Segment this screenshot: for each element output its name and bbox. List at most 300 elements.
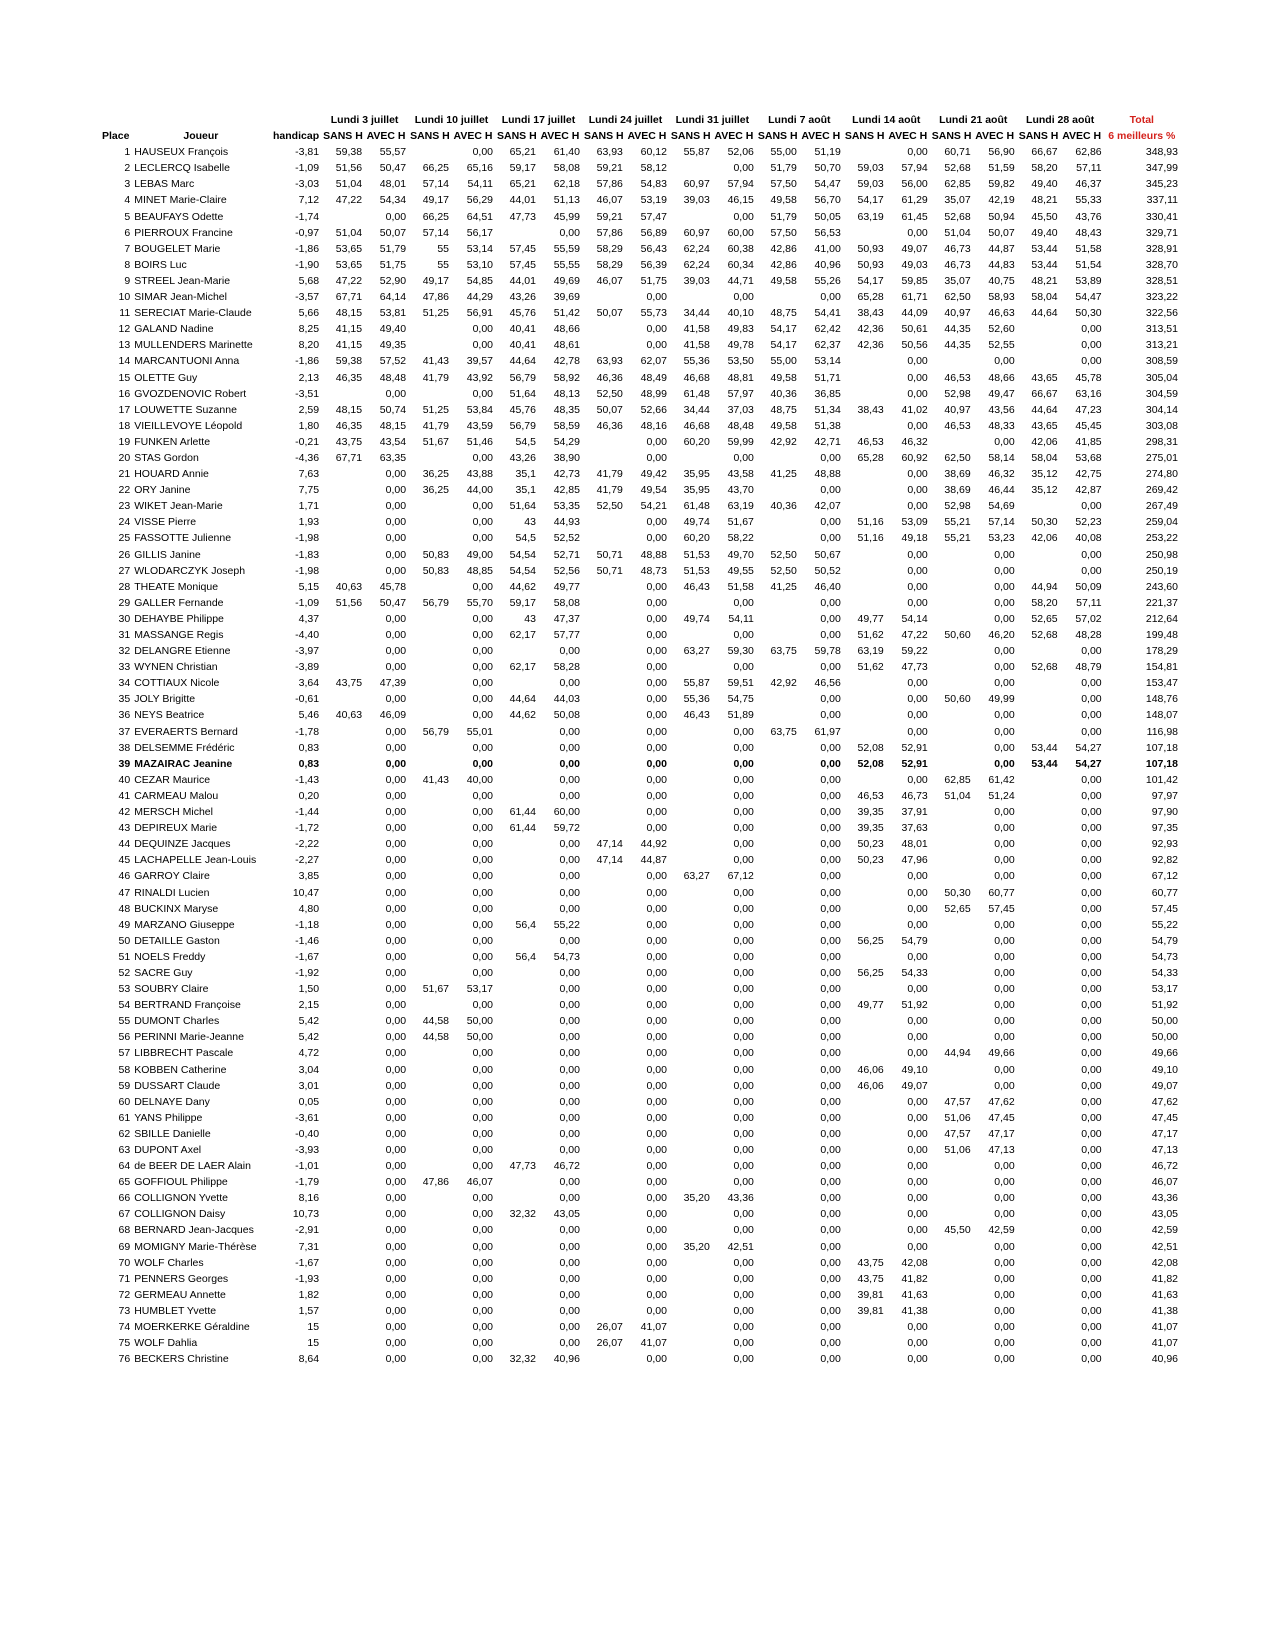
avec-h-cell: 0,00 — [733, 1144, 754, 1156]
sans-h-cell: 41,43 — [422, 773, 449, 786]
sans-h-cell — [843, 1239, 886, 1255]
sans-h-cell: 59,17 — [509, 162, 536, 175]
sans-h-cell — [930, 836, 973, 852]
sans-h-cell: 40,97 — [944, 307, 971, 320]
sans-h-cell: 62,85 — [944, 773, 971, 786]
place-cell: 5 — [124, 210, 131, 223]
sans-h-cell: 43,75 — [857, 1256, 884, 1269]
sans-h-cell — [756, 1110, 799, 1126]
avec-h-cell: 0,00 — [820, 854, 841, 867]
handicap-cell: -1,44 — [295, 806, 320, 819]
player-name: SERECIAT Marie-Claude — [134, 307, 252, 320]
sans-h-cell: 45,76 — [509, 403, 536, 416]
sans-h-cell — [321, 804, 364, 820]
sans-h-cell: 48,15 — [335, 403, 363, 416]
sans-h-cell — [408, 1078, 451, 1094]
avec-h-cell: 38,90 — [553, 451, 580, 464]
player-name: JOLY Brigitte — [134, 693, 196, 706]
sans-h-cell — [582, 627, 625, 643]
avec-h-cell: 0,00 — [907, 1015, 928, 1028]
sans-h-cell — [582, 1094, 625, 1110]
total-cell: 97,97 — [1151, 789, 1178, 802]
avec-h-cell: 0,00 — [472, 1160, 494, 1173]
avec-h-header: AVEC H — [453, 130, 493, 143]
sans-h-cell — [582, 981, 625, 997]
avec-h-cell: 40,00 — [466, 773, 494, 786]
handicap-cell: -4,36 — [295, 451, 320, 464]
handicap-cell: 7,75 — [298, 484, 320, 497]
table-row — [100, 1319, 1180, 1335]
sans-h-cell — [756, 740, 799, 756]
avec-h-cell: 0,00 — [994, 1288, 1015, 1301]
place-cell: 76 — [118, 1353, 131, 1366]
sans-h-cell — [756, 1013, 799, 1029]
player-header: Joueur — [183, 130, 219, 143]
sans-h-cell — [495, 1062, 538, 1078]
sans-h-cell — [930, 611, 973, 627]
handicap-cell: -3,89 — [295, 661, 320, 674]
avec-h-cell: 0,00 — [820, 1288, 841, 1301]
sans-h-cell — [843, 225, 886, 241]
avec-h-cell: 0,00 — [1081, 1353, 1102, 1366]
sans-h-cell — [756, 868, 799, 884]
sans-h-cell — [843, 724, 886, 740]
total-cell: 42,08 — [1151, 1256, 1178, 1269]
avec-h-cell: 42,08 — [901, 1256, 928, 1269]
sans-h-cell: 62,17 — [509, 629, 536, 641]
sans-h-cell — [669, 1029, 712, 1045]
avec-h-cell: 0,00 — [385, 1144, 407, 1156]
sans-h-cell — [408, 643, 451, 659]
total-cell: 67,12 — [1151, 870, 1178, 883]
sans-h-cell: 51,25 — [422, 307, 449, 320]
avec-h-cell: 46,09 — [379, 709, 407, 722]
date-header: Lundi 7 août — [768, 114, 831, 126]
avec-h-cell: 0,00 — [646, 1353, 667, 1366]
avec-h-cell: 50,00 — [466, 1031, 494, 1044]
total-cell: 250,98 — [1145, 548, 1178, 561]
total-cell: 259,04 — [1145, 516, 1178, 529]
sans-h-cell: 59,21 — [596, 210, 623, 223]
avec-h-cell: 0,00 — [733, 451, 754, 464]
avec-h-cell: 0,00 — [907, 1111, 928, 1124]
total-cell: 304,14 — [1145, 403, 1178, 416]
table-row — [100, 659, 1180, 675]
avec-h-cell: 0,00 — [1081, 564, 1102, 577]
sans-h-cell — [756, 981, 799, 997]
avec-h-cell: 53,19 — [640, 194, 667, 207]
sans-h-cell — [756, 933, 799, 949]
avec-h-cell: 0,00 — [907, 918, 928, 931]
place-cell: 43 — [118, 822, 131, 835]
sans-h-cell: 66,67 — [1031, 387, 1058, 400]
avec-h-cell: 0,00 — [385, 854, 407, 867]
avec-h-cell: 0,00 — [907, 983, 928, 996]
avec-h-cell: 0,00 — [646, 580, 667, 593]
sans-h-cell — [756, 289, 799, 305]
player-name: BOUGELET Marie — [134, 242, 221, 255]
sans-h-cell — [582, 1222, 625, 1238]
sans-h-cell — [321, 949, 364, 965]
table-row — [100, 788, 1180, 804]
sans-h-cell — [321, 563, 364, 579]
avec-h-cell: 48,15 — [379, 419, 407, 432]
handicap-cell: -1,43 — [295, 773, 320, 786]
avec-h-cell: 0,00 — [472, 709, 494, 722]
sans-h-cell — [1017, 1335, 1060, 1351]
place-cell: 62 — [118, 1127, 131, 1140]
avec-h-cell: 0,00 — [994, 1031, 1015, 1044]
sans-h-cell: 41,79 — [422, 371, 449, 384]
sans-h-cell: 60,97 — [683, 178, 710, 191]
sans-h-cell: 51,25 — [422, 403, 449, 416]
sans-h-cell: 50,60 — [944, 693, 971, 706]
sans-h-cell — [408, 1062, 451, 1078]
sans-h-cell: 61,48 — [683, 387, 710, 400]
place-cell: 36 — [118, 709, 131, 722]
handicap-cell: 8,16 — [298, 1192, 320, 1205]
sans-h-cell: 40,36 — [770, 500, 797, 513]
avec-h-cell: 0,00 — [820, 596, 841, 609]
avec-h-cell: 58,08 — [553, 162, 580, 175]
sans-h-cell — [582, 1126, 625, 1142]
avec-h-cell: 0,00 — [820, 661, 841, 674]
avec-h-cell: 55,70 — [466, 596, 494, 609]
avec-h-cell: 36,85 — [814, 387, 841, 400]
avec-h-cell: 0,00 — [472, 966, 494, 979]
avec-h-cell: 63,35 — [379, 451, 407, 464]
avec-h-cell: 0,00 — [559, 1063, 580, 1076]
sans-h-cell — [843, 917, 886, 933]
avec-h-cell: 0,00 — [1081, 1127, 1102, 1140]
table-row — [100, 885, 1180, 901]
avec-h-cell: 0,00 — [994, 870, 1015, 883]
place-cell: 24 — [118, 516, 131, 529]
date-header: Lundi 31 juillet — [675, 114, 750, 126]
sans-h-cell — [321, 209, 364, 225]
table-row — [100, 225, 1180, 241]
avec-h-cell: 62,07 — [640, 355, 667, 368]
sans-h-cell — [582, 868, 625, 884]
table-row — [100, 611, 1180, 627]
avec-h-cell: 56,43 — [640, 242, 667, 255]
sans-h-cell — [1017, 804, 1060, 820]
avec-h-cell: 0,00 — [559, 773, 580, 786]
avec-h-cell: 0,00 — [1081, 1224, 1102, 1237]
sans-h-header: SANS H — [323, 130, 363, 143]
sans-h-cell — [321, 997, 364, 1013]
avec-h-cell: 48,48 — [727, 419, 754, 432]
total-cell: 308,59 — [1145, 355, 1178, 368]
avec-h-cell: 51,75 — [640, 274, 667, 287]
player-name: HAUSEUX François — [134, 146, 229, 159]
sans-h-cell — [756, 1045, 799, 1061]
avec-h-cell: 0,00 — [820, 612, 841, 625]
avec-h-cell: 41,02 — [901, 403, 928, 416]
handicap-cell: 5,15 — [298, 580, 320, 593]
avec-h-cell: 0,00 — [559, 789, 580, 802]
sans-h-cell — [843, 563, 886, 579]
sans-h-cell: 35,95 — [683, 468, 710, 481]
sans-h-cell: 55,21 — [944, 532, 971, 545]
sans-h-cell — [930, 707, 973, 723]
sans-h-cell — [669, 1142, 712, 1158]
avec-h-cell: 0,00 — [646, 773, 667, 786]
table-row — [100, 257, 1180, 273]
sans-h-cell: 49,58 — [770, 274, 797, 287]
sans-h-cell: 44,64 — [509, 355, 536, 368]
sans-h-cell — [321, 901, 364, 917]
avec-h-cell: 0,00 — [733, 838, 754, 851]
handicap-cell: -4,40 — [295, 629, 320, 641]
avec-h-cell: 57,02 — [1075, 612, 1102, 625]
avec-h-cell: 52,55 — [988, 339, 1015, 352]
sans-h-cell: 59,17 — [509, 596, 536, 609]
place-cell: 67 — [118, 1208, 131, 1221]
sans-h-cell: 51,56 — [335, 596, 363, 609]
sans-h-cell — [756, 756, 799, 772]
avec-h-cell: 0,00 — [994, 934, 1015, 947]
sans-h-cell — [321, 627, 364, 643]
avec-h-cell: 61,97 — [814, 725, 841, 738]
avec-h-cell: 0,00 — [385, 1224, 407, 1237]
avec-h-cell: 0,00 — [1081, 1208, 1102, 1221]
avec-h-cell: 0,00 — [907, 596, 928, 609]
avec-h-cell: 0,00 — [733, 1111, 754, 1124]
place-cell: 54 — [118, 999, 131, 1012]
sans-h-cell: 50,23 — [857, 854, 884, 867]
avec-h-cell: 0,00 — [733, 966, 754, 979]
player-name: WLODARCZYK Joseph — [134, 564, 246, 577]
avec-h-cell: 0,00 — [472, 838, 494, 851]
avec-h-cell: 50,47 — [379, 596, 407, 609]
sans-h-cell — [582, 1174, 625, 1190]
player-name: STAS Gordon — [134, 451, 199, 464]
avec-h-header: AVEC H — [1062, 130, 1102, 143]
sans-h-cell — [756, 1239, 799, 1255]
sans-h-cell — [495, 788, 538, 804]
sans-h-cell: 51,64 — [509, 387, 536, 400]
avec-h-cell: 48,73 — [640, 564, 667, 577]
sans-h-cell — [756, 595, 799, 611]
sans-h-cell — [756, 965, 799, 981]
sans-h-cell — [495, 675, 538, 691]
handicap-cell: -1,83 — [295, 548, 320, 561]
handicap-cell: 4,72 — [298, 1047, 320, 1060]
avec-h-cell: 54,33 — [901, 966, 928, 979]
avec-h-cell: 0,00 — [646, 1079, 667, 1092]
handicap-cell: 0,05 — [298, 1095, 320, 1108]
total-cell: 46,07 — [1151, 1176, 1178, 1189]
table-row — [100, 868, 1180, 884]
sans-h-cell: 35,12 — [1031, 468, 1058, 481]
avec-h-cell: 49,54 — [640, 484, 667, 497]
sans-h-cell — [408, 1222, 451, 1238]
total-cell: 57,45 — [1151, 902, 1178, 915]
avec-h-cell: 0,00 — [820, 1111, 841, 1124]
total-cell: 43,05 — [1151, 1208, 1178, 1221]
sans-h-cell — [321, 820, 364, 836]
avec-h-cell: 0,00 — [646, 1288, 667, 1301]
total-cell: 107,18 — [1145, 741, 1178, 754]
avec-h-cell: 0,00 — [559, 854, 580, 867]
avec-h-cell: 0,00 — [385, 564, 407, 577]
avec-h-cell: 37,03 — [727, 403, 754, 416]
avec-h-cell: 50,70 — [814, 162, 841, 175]
handicap-cell: 10,73 — [292, 1208, 320, 1221]
avec-h-cell: 0,00 — [646, 1144, 667, 1156]
sans-h-cell — [930, 1158, 973, 1174]
handicap-cell: -1,67 — [295, 1256, 320, 1269]
table-row — [100, 192, 1180, 208]
avec-h-cell: 0,00 — [1081, 677, 1102, 690]
sans-h-header: SANS H — [583, 130, 624, 143]
sans-h-cell — [495, 997, 538, 1013]
avec-h-cell: 0,00 — [559, 838, 580, 851]
handicap-cell: -0,21 — [295, 435, 320, 448]
sans-h-cell — [408, 1126, 451, 1142]
avec-h-cell: 0,00 — [646, 291, 667, 304]
sans-h-cell — [582, 724, 625, 740]
sans-h-cell: 38,43 — [857, 403, 884, 416]
sans-h-cell: 47,22 — [335, 274, 363, 287]
player-name: SBILLE Danielle — [134, 1127, 211, 1140]
sans-h-cell — [756, 611, 799, 627]
sans-h-cell — [408, 1303, 451, 1319]
avec-h-cell: 0,00 — [472, 822, 494, 835]
avec-h-cell: 0,00 — [559, 1127, 580, 1140]
total-cell: 348,93 — [1145, 146, 1178, 159]
avec-h-cell: 44,03 — [553, 693, 580, 706]
sans-h-cell — [408, 321, 451, 337]
avec-h-cell: 0,00 — [733, 1321, 754, 1334]
player-name: PIERROUX Francine — [134, 226, 233, 239]
avec-h-cell: 0,00 — [559, 1240, 580, 1253]
sans-h-cell: 47,14 — [596, 854, 623, 867]
handicap-cell: 3,85 — [298, 870, 320, 883]
avec-h-cell: 57,94 — [727, 178, 754, 191]
sans-h-cell: 46,06 — [857, 1063, 884, 1076]
sans-h-cell: 50,93 — [857, 258, 884, 271]
avec-h-cell: 42,78 — [553, 355, 580, 368]
place-cell: 53 — [118, 983, 131, 996]
handicap-cell: -3,61 — [295, 1111, 320, 1124]
total-cell: 328,70 — [1145, 258, 1178, 271]
avec-h-cell: 0,00 — [472, 661, 494, 674]
table-row — [100, 1029, 1180, 1045]
avec-h-cell: 0,00 — [646, 1127, 667, 1140]
handicap-cell: -1,79 — [295, 1176, 320, 1189]
sans-h-cell — [669, 1158, 712, 1174]
avec-h-cell: 48,85 — [466, 564, 494, 577]
player-name: PERINNI Marie-Jeanne — [134, 1031, 244, 1044]
sans-h-cell — [582, 740, 625, 756]
sans-h-cell: 52,98 — [944, 500, 971, 513]
total-cell: 101,42 — [1145, 773, 1178, 786]
sans-h-cell — [321, 1174, 364, 1190]
sans-h-cell: 54,17 — [857, 274, 884, 287]
avec-h-cell: 0,00 — [385, 500, 407, 513]
sans-h-cell: 44,35 — [944, 339, 971, 352]
player-name: MASSANGE Regis — [134, 629, 224, 641]
sans-h-cell: 43,75 — [857, 1272, 884, 1285]
table-row — [100, 1335, 1180, 1351]
sans-h-cell: 35,1 — [515, 468, 536, 481]
sans-h-cell — [495, 965, 538, 981]
avec-h-cell: 53,10 — [466, 258, 494, 271]
avec-h-cell: 0,00 — [472, 757, 494, 770]
sans-h-cell: 59,03 — [857, 162, 884, 175]
table-row — [100, 514, 1180, 530]
avec-h-cell: 0,00 — [994, 596, 1015, 609]
avec-h-cell: 0,00 — [994, 806, 1015, 819]
sans-h-cell — [582, 1158, 625, 1174]
sans-h-cell: 41,25 — [770, 580, 797, 593]
sans-h-cell — [408, 144, 451, 160]
sans-h-cell: 62,24 — [683, 258, 710, 271]
avec-h-cell: 0,00 — [907, 1031, 928, 1044]
sans-h-cell: 49,40 — [1031, 178, 1058, 191]
player-name: GOFFIOUL Philippe — [134, 1176, 228, 1189]
sans-h-cell — [582, 1029, 625, 1045]
player-name: GILLIS Janine — [134, 548, 201, 561]
sans-h-cell — [495, 1303, 538, 1319]
sans-h-cell: 52,68 — [1031, 661, 1058, 674]
avec-h-cell: 50,74 — [379, 403, 407, 416]
avec-h-cell: 0,00 — [385, 1256, 407, 1269]
avec-h-cell: 43,88 — [466, 468, 494, 481]
sans-h-cell — [930, 1206, 973, 1222]
sans-h-cell — [582, 514, 625, 530]
sans-h-cell — [1017, 933, 1060, 949]
avec-h-cell: 0,00 — [733, 1176, 754, 1189]
sans-h-cell — [408, 659, 451, 675]
avec-h-cell: 47,73 — [901, 661, 928, 674]
sans-h-cell — [930, 820, 973, 836]
sans-h-cell — [408, 1110, 451, 1126]
avec-h-cell: 0,00 — [472, 1240, 494, 1253]
table-row — [100, 418, 1180, 434]
avec-h-cell: 48,66 — [988, 371, 1015, 384]
sans-h-cell: 59,38 — [335, 146, 363, 159]
sans-h-cell — [1017, 547, 1060, 563]
sans-h-cell — [1017, 885, 1060, 901]
place-cell: 60 — [118, 1095, 131, 1108]
sans-h-cell — [843, 1013, 886, 1029]
sans-h-cell: 56,79 — [422, 725, 449, 738]
place-cell: 59 — [118, 1079, 131, 1092]
avec-h-cell: 0,00 — [820, 1337, 841, 1350]
avec-h-cell: 47,17 — [988, 1127, 1015, 1140]
total-cell: 50,00 — [1151, 1015, 1178, 1028]
avec-h-cell: 0,00 — [646, 725, 667, 738]
total-cell: 43,36 — [1151, 1192, 1178, 1205]
sans-h-cell: 65,21 — [509, 146, 536, 159]
sans-h-cell: 51,56 — [335, 162, 363, 175]
table-row — [100, 1222, 1180, 1238]
sans-h-cell — [408, 530, 451, 546]
avec-h-cell: 0,00 — [472, 1337, 494, 1350]
sans-h-cell — [930, 1255, 973, 1271]
avec-h-cell: 0,00 — [1081, 1337, 1102, 1350]
player-name: COLLIGNON Daisy — [134, 1208, 226, 1221]
avec-h-cell: 0,00 — [733, 886, 754, 899]
total-cell: 107,18 — [1145, 757, 1178, 770]
avec-h-cell: 0,00 — [1081, 773, 1102, 786]
sans-h-cell — [669, 160, 712, 176]
avec-h-cell: 0,00 — [559, 741, 580, 754]
sans-h-cell — [843, 1206, 886, 1222]
